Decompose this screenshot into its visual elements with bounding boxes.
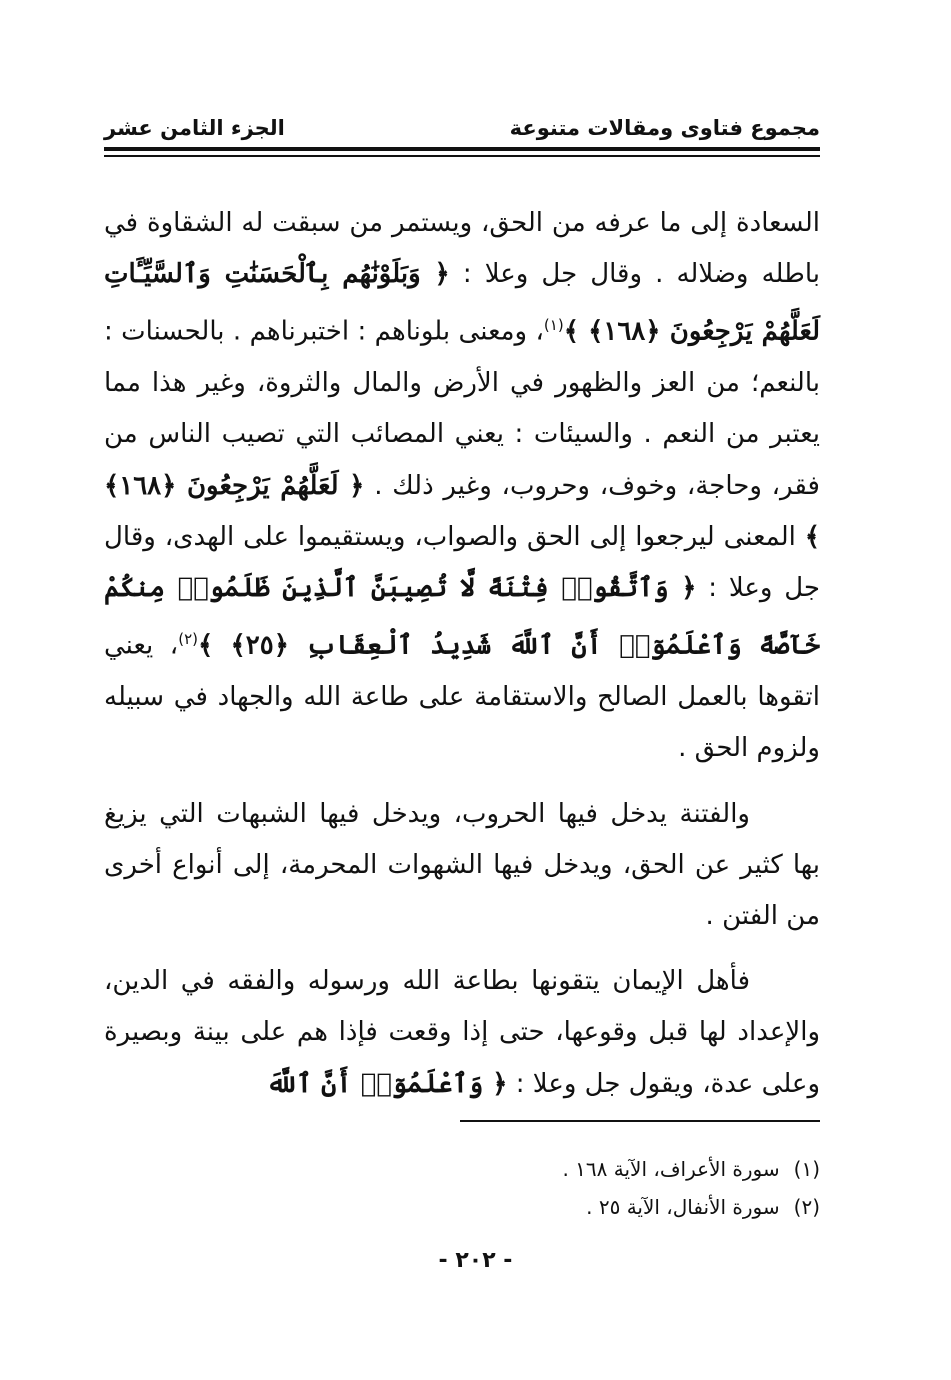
header-rule-thin [104, 155, 820, 157]
footnote-separator [460, 1120, 820, 1122]
page-number: - ٢٠٢ - [438, 1248, 513, 1273]
paragraph-2: والفتنة يدخل فيها الحروب، ويدخل فيها الشبهات التي يزيغ بها كثير عن الحق، ويدخل فيها الشهوات المحرمة، إلى أنواع أخرى من الفتن . [104, 798, 820, 931]
text-span: ، ومعنى بلوناهم : اختبرناهم . بالحسنات : بالنعم؛ من العز والظهور في الأرض والمال والثروة، وغير هذا مما يعتبر من النعم . والسيئات : يعني المصائب التي تصيب الناس من فقر، وحاجة، وخوف، وحروب، وغير ذلك . [104, 317, 820, 501]
footnote-number: (١) [793, 1157, 820, 1181]
text-span: المعنى ليرجعوا إلى الحق والصواب، ويستقيموا على الهدى، وقال جل وعلا : [104, 521, 820, 604]
quran-verse: ﴿ لَعَلَّهُمْ يَرْجِعُونَ ﴿١٦٨﴾ ﴾ [104, 470, 820, 552]
footnote-text: سورة الأعراف، الآية ١٦٨ . [562, 1157, 780, 1181]
footnote-2 [104, 1188, 820, 1226]
text-span: ، يعني اتقوها بالعمل الصالح والاستقامة على طاعة الله والجهاد في سبيله ولزوم الحق . [104, 630, 820, 764]
text-span: فأهل الإيمان يتقونها بطاعة الله ورسوله والفقه في الدين، والإعداد لها قبل وقوعها، حتى إذا وقعت فإذا هم على بينة وبصيرة وعلى عدة، ويقول جل وعلا : [104, 966, 820, 1099]
footnote-ref: (٢) [178, 630, 198, 649]
paragraph-1 [104, 198, 820, 775]
footnote-number: (٢) [793, 1195, 820, 1219]
volume-label: الجزء الثامن عشر [104, 116, 285, 140]
text-span: السعادة إلى ما عرفه من الحق، ويستمر من سبقت له الشقاوة في باطله وضلاله . وقال جل وعلا : [104, 208, 820, 290]
book-title: مجموع فتاوى ومقالات متنوعة [509, 116, 820, 140]
footnotes [104, 1150, 820, 1226]
footnote-1 [104, 1150, 820, 1188]
running-header [104, 110, 820, 146]
main-text [104, 198, 820, 1124]
footnote-text: سورة الأنفال، الآية ٢٥ . [586, 1195, 780, 1219]
quran-verse: ﴿ وَٱتَّقُوا۟ فِتْنَةً لَّا تُصِيبَنَّ ٱلَّذِينَ ظَلَمُوا۟ مِنكُمْ خَآصَّةً وَٱعْلَمُوٓا۟ أَنَّ ٱللَّهَ شَدِيدُ ٱلْعِقَابِ ﴿٢٥﴾ ﴾ [104, 573, 820, 661]
header-rule-thick [104, 147, 820, 151]
paragraph-3 [104, 956, 820, 1110]
quran-verse: ﴿ وَبَلَوْنَٰهُم بِٱلْحَسَنَٰتِ وَٱلسَّيِّـَٔاتِ لَعَلَّهُمْ يَرْجِعُونَ ﴿١٦٨﴾ ﴾ [104, 259, 821, 348]
quran-verse: ﴿ وَٱعْلَمُوٓا۟ أَنَّ ٱللَّهَ [266, 1068, 508, 1099]
footnote-ref: (١) [543, 316, 564, 335]
